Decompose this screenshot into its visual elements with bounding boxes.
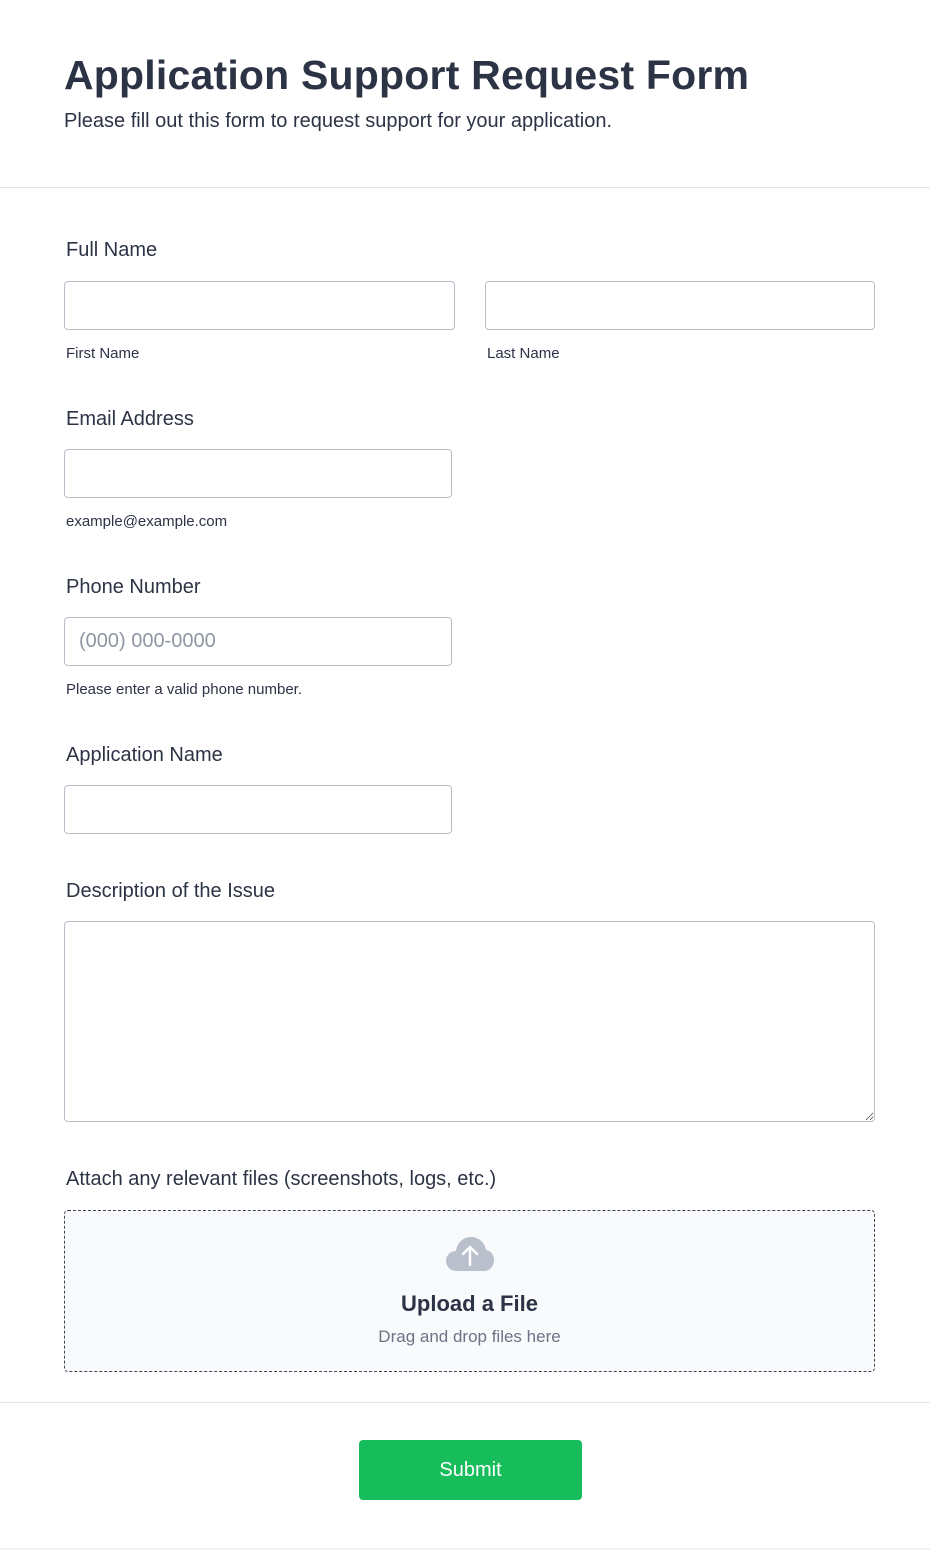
full-name-label: Full Name — [66, 239, 158, 261]
file-upload-dropzone[interactable] — [64, 1210, 875, 1372]
first-name-input[interactable] — [64, 281, 455, 330]
application-name-input[interactable] — [64, 785, 452, 834]
last-name-sublabel: Last Name — [487, 345, 560, 362]
description-textarea[interactable] — [64, 921, 875, 1122]
page-subtitle: Please fill out this form to request support for your application. — [64, 110, 613, 132]
upload-subtitle: Drag and drop files here — [378, 1327, 561, 1346]
form-header — [0, 0, 930, 188]
cloud-upload-icon — [445, 1235, 495, 1273]
attachment-label: Attach any relevant files (screenshots, logs, etc.) — [66, 1168, 497, 1190]
submit-button[interactable]: Submit — [359, 1440, 582, 1500]
last-name-input[interactable] — [485, 281, 875, 330]
application-name-label: Application Name — [66, 744, 223, 766]
page-title: Application Support Request Form — [64, 52, 750, 98]
description-label: Description of the Issue — [66, 880, 275, 902]
phone-label: Phone Number — [66, 576, 201, 598]
upload-title: Upload a File — [401, 1291, 538, 1316]
first-name-sublabel: First Name — [66, 345, 140, 362]
email-input[interactable] — [64, 449, 452, 498]
email-label: Email Address — [66, 408, 194, 430]
footer-divider — [0, 1402, 930, 1403]
phone-sublabel: Please enter a valid phone number. — [66, 681, 302, 698]
email-sublabel: example@example.com — [66, 513, 228, 530]
phone-input[interactable] — [64, 617, 452, 666]
